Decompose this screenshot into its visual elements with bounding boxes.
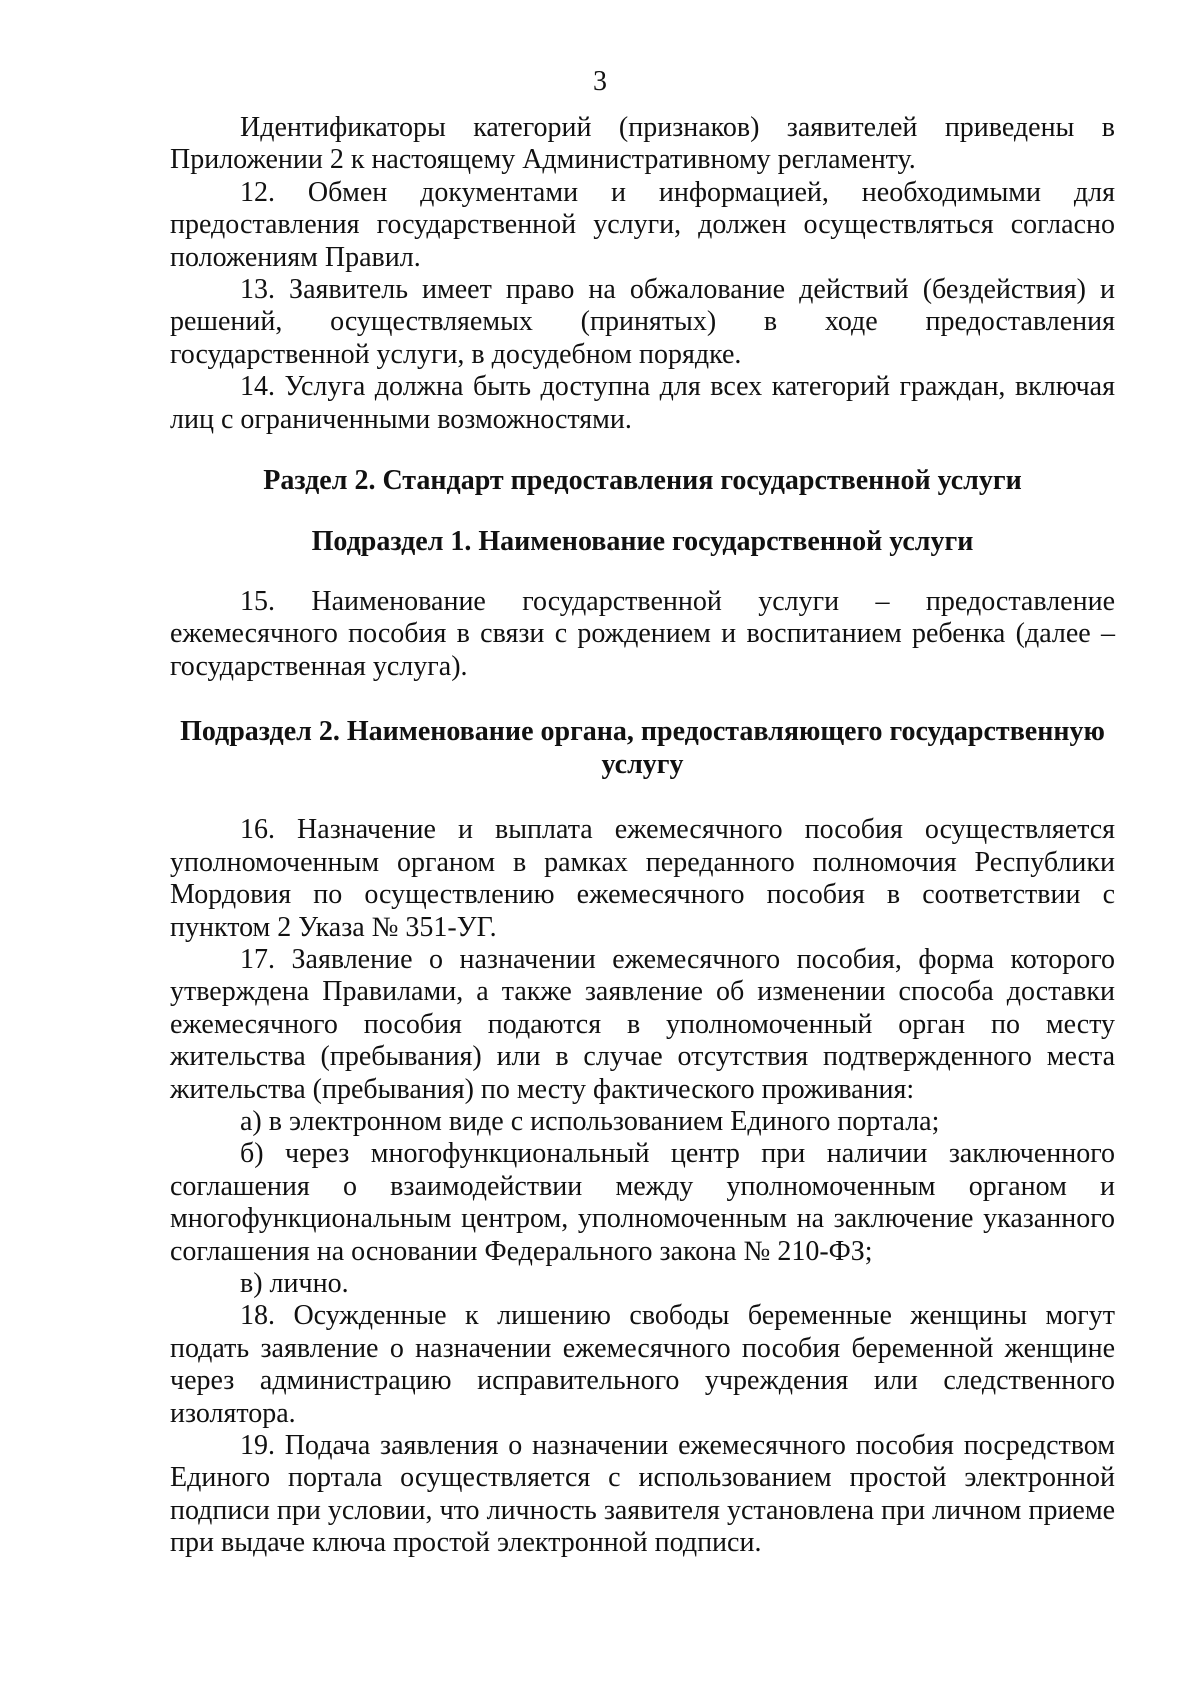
- section-2-heading: Раздел 2. Стандарт предоставления государственной услуги: [263, 465, 1022, 497]
- paragraph-16: 16. Назначение и выплата ежемесячного пособия осуществляется уполномоченным органом в рамках переданного полномочия Республики Мордовия по осуществлению ежемесячного пособия в соответствии с пунктом 2 Указа № 351-УГ.: [170, 814, 1115, 943]
- paragraph-17: 17. Заявление о назначении ежемесячного пособия, форма которого утверждена Правилами, а также заявление об изменении способа доставки ежемесячного пособия подаются в уполномоченный орган по месту жительства (пребывания) или в случае отсутствия подтвержденного места жительства (пребывания) по месту фактического проживания:: [170, 943, 1115, 1105]
- paragraph-18: 18. Осужденные к лишению свободы беременные женщины могут подать заявление о назначении ежемесячного пособия беременной женщине через администрацию исправительного учреждения или следственного изолятора.: [170, 1300, 1115, 1429]
- page-number: 3: [593, 66, 607, 97]
- paragraph-14: 14. Услуга должна быть доступна для всех категорий граждан, включая лиц с ограниченными возможностями.: [170, 371, 1115, 435]
- paragraph-13: 13. Заявитель имеет право на обжалование действий (бездействия) и решений, осуществляемых (принятых) в ходе предоставления государственной услуги, в досудебном порядке.: [170, 274, 1115, 370]
- paragraph-15: 15. Наименование государственной услуги – предоставление ежемесячного пособия в связи с рождением и воспитанием ребенка (далее – государственная услуга).: [170, 586, 1115, 682]
- paragraph-19: 19. Подача заявления о назначении ежемесячного пособия посредством Единого портала осуществляется с использованием простой электронной подписи при условии, что личность заявителя установлена при личном приеме при выдаче ключа простой электронной подписи.: [170, 1430, 1115, 1559]
- document-body: [170, 112, 1115, 1560]
- paragraph-identifiers: Идентификаторы категорий (признаков) заявителей приведены в Приложении 2 к настоящему Административному регламенту.: [170, 112, 1115, 176]
- subsection-1-heading: Подраздел 1. Наименование государственной услуги: [311, 526, 974, 558]
- paragraph-17-item-a: а) в электронном виде с использованием Единого портала;: [240, 1105, 940, 1137]
- paragraph-17-item-v: в) лично.: [240, 1267, 349, 1299]
- paragraph-17-item-b: б) через многофункциональный центр при наличии заключенного соглашения о взаимодействии между уполномоченным органом и многофункциональным центром, уполномоченным на заключение указанного соглашения на основании Федерального закона № 210-ФЗ;: [170, 1138, 1115, 1267]
- paragraph-12: 12. Обмен документами и информацией, необходимыми для предоставления государственной услуги, должен осуществляться согласно положениям Правил.: [170, 176, 1115, 273]
- subsection-2-heading: Подраздел 2. Наименование органа, предоставляющего государственную услугу: [180, 716, 1105, 781]
